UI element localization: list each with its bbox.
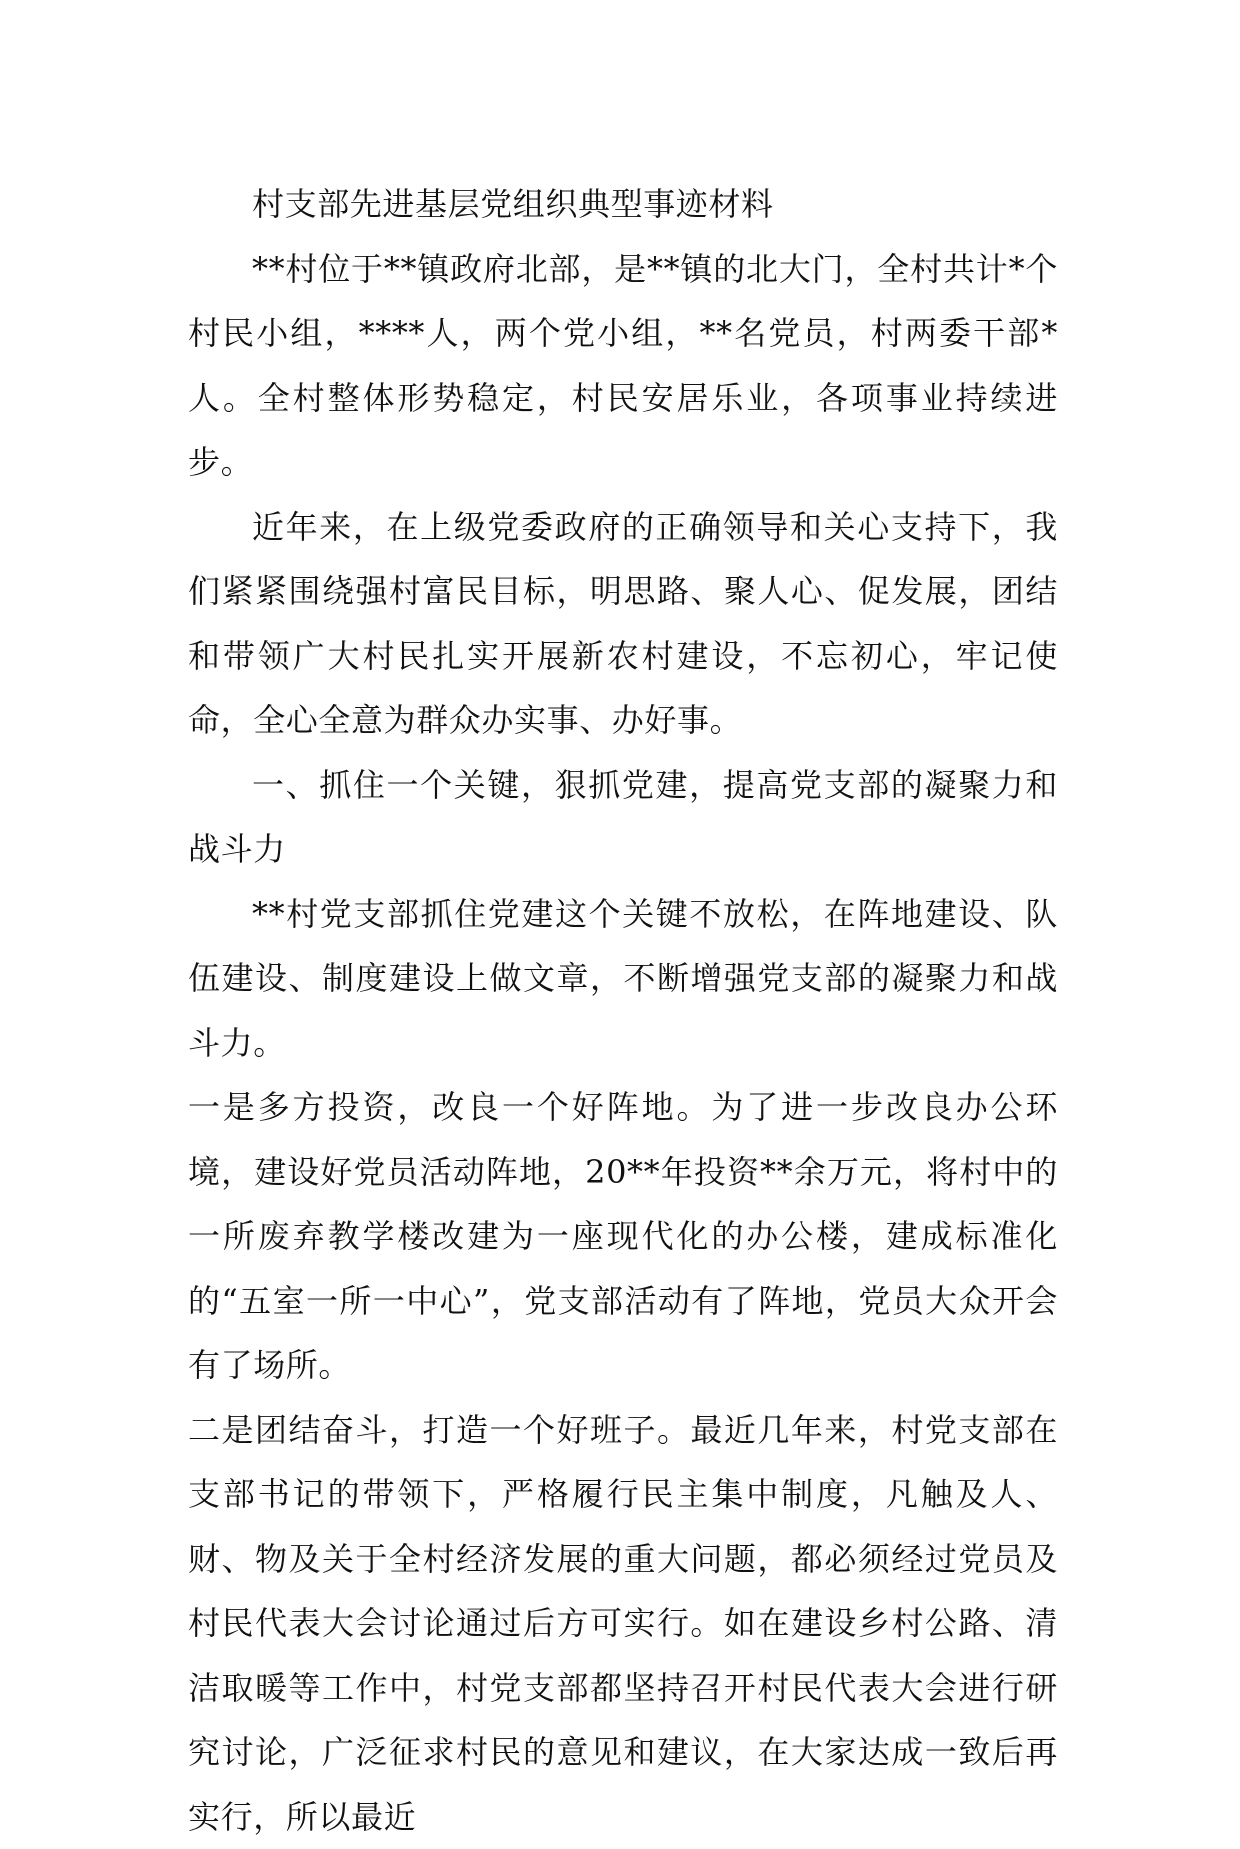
paragraph-intro: **村位于**镇政府北部，是**镇的北大门，全村共计*个村民小组，****人，两个党小组，**名党员，村两委干部*人。全村整体形势稳定，村民安居乐业，各项事业持续进步。 — [188, 237, 1058, 495]
document-title: 村支部先进基层党组织典型事迹材料 — [188, 172, 1058, 237]
document-body — [188, 172, 1058, 1849]
paragraph-point-1: 一是多方投资，改良一个好阵地。为了进一步改良办公环境，建设好党员活动阵地，20**年投资**余万元，将村中的一所废弃教学楼改建为一座现代化的办公楼，建成标准化的“五室一所一中心”，党支部活动有了阵地，党员大众开会有了场所。 — [188, 1075, 1058, 1398]
paragraph-overview: 近年来，在上级党委政府的正确领导和关心支持下，我们紧紧围绕强村富民目标，明思路、聚人心、促发展，团结和带领广大村民扎实开展新农村建设，不忘初心，牢记使命，全心全意为群众办实事、办好事。 — [188, 495, 1058, 753]
paragraph-section-1: **村党支部抓住党建这个关键不放松，在阵地建设、队伍建设、制度建设上做文章，不断增强党支部的凝聚力和战斗力。 — [188, 882, 1058, 1076]
paragraph-point-2: 二是团结奋斗，打造一个好班子。最近几年来，村党支部在支部书记的带领下，严格履行民主集中制度，凡触及人、财、物及关于全村经济发展的重大问题，都必须经过党员及村民代表大会讨论通过后方可实行。如在建设乡村公路、清洁取暖等工作中，村党支部都坚持召开村民代表大会进行研究讨论，广泛征求村民的意见和建议，在大家达成一致后再实行，所以最近 — [188, 1398, 1058, 1849]
section-heading-1: 一、抓住一个关键，狠抓党建，提高党支部的凝聚力和战斗力 — [188, 753, 1058, 882]
